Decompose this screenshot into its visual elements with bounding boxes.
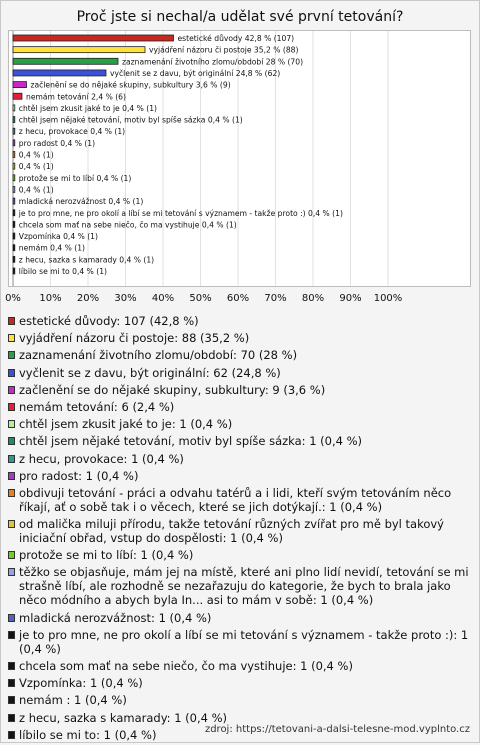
bar-data-label: z hecu, provokace 0,4 % (1)	[18, 127, 126, 137]
x-tick-label: 10%	[39, 293, 62, 304]
legend-swatch	[8, 568, 15, 576]
legend-label: vyčlenit se z davu, být originální: 62 (24,8 %)	[19, 365, 281, 380]
bar-data-label: je to pro mne, ne pro okolí a líbí se mi tetování s významem - takže proto :) 0,4 % (1)	[18, 208, 343, 218]
x-tick-label: 20%	[76, 293, 100, 304]
legend-swatch	[8, 614, 15, 622]
legend-swatch	[8, 631, 15, 639]
source-credit: zdroj: https://tetovani-a-dalsi-telesne-mod.vyplnto.cz	[204, 724, 470, 735]
bar-data-label: z hecu, sazka s kamarady 0,4 % (1)	[18, 255, 155, 265]
bar	[13, 82, 27, 88]
legend-label: estetické důvody: 107 (42,8 %)	[19, 314, 199, 328]
bar	[13, 105, 15, 111]
legend-swatch	[8, 369, 15, 377]
bar	[13, 140, 15, 146]
legend-swatch	[8, 455, 15, 463]
bar-data-label: chcela som mať na sebe niečo, čo ma vystihuje 0,4 % (1)	[18, 220, 237, 230]
legend-item	[8, 417, 474, 431]
legend-label: začlenění se do nějaké skupiny, subkultury: 9 (3,6 %)	[19, 382, 326, 397]
bar-data-label: vyčlenit se z davu, být originální 24,8 % (62)	[110, 68, 281, 78]
legend-swatch	[8, 351, 15, 359]
bar-data-label: mladická nerozvážnost 0,4 % (1)	[18, 197, 144, 207]
x-tick-label: 70%	[264, 293, 287, 304]
legend-swatch	[8, 520, 15, 528]
bar-data-label: líbilo se mi to 0,4 % (1)	[18, 267, 108, 276]
bar	[13, 256, 15, 262]
bar-data-label: začlenění se do nějaké skupiny, subkultury 3,6 % (9)	[30, 80, 231, 90]
legend-swatch	[8, 386, 15, 394]
bar-data-label: vyjádření názoru či postoje 35,2 % (88)	[149, 45, 299, 55]
legend-label: líbilo se mi to: 1 (0,4 %)	[19, 727, 157, 742]
legend-swatch	[8, 317, 15, 325]
legend-item	[8, 659, 474, 673]
legend-swatch	[8, 334, 15, 342]
bar	[13, 47, 145, 53]
x-tick-label: 60%	[226, 293, 250, 304]
legend-item	[8, 548, 474, 562]
legend-label: mladická nerozvážnost: 1 (0,4 %)	[19, 610, 212, 625]
legend-item	[8, 331, 474, 345]
legend-label: chtěl jsem nějaké tetování, motiv byl spíše sázka: 1 (0,4 %)	[19, 434, 363, 449]
legend-item	[8, 400, 474, 414]
bar-data-label: chtěl jsem zkusit jaké to je 0,4 % (1)	[18, 103, 158, 113]
bar	[13, 210, 15, 216]
legend-item	[8, 611, 474, 625]
legend-swatch	[8, 437, 15, 445]
bar	[13, 117, 15, 123]
legend-label: z hecu, provokace: 1 (0,4 %)	[19, 451, 184, 466]
legend-item	[8, 676, 474, 690]
bar	[13, 268, 15, 274]
bar	[13, 186, 15, 192]
legend-item	[8, 452, 474, 466]
bar	[13, 93, 22, 99]
legend-label: zaznamenání životního zlomu/období: 70 (28 %)	[19, 348, 298, 363]
legend-label: je to pro mne, ne pro okolí a líbí se mi tetování s významem - takže proto :): 1 (0,4 %)	[19, 627, 469, 656]
bar	[13, 152, 15, 158]
bar	[13, 175, 15, 181]
bar	[13, 35, 174, 41]
legend-item	[8, 628, 474, 656]
x-tick-label: 0%	[5, 293, 21, 304]
legend-swatch	[8, 679, 15, 687]
chart-title: Proč jste si nechal/a udělat své první tetování?	[76, 9, 404, 25]
legend-label: chtěl jsem zkusit jaké to je: 1 (0,4 %)	[19, 417, 233, 432]
bar	[13, 233, 15, 239]
legend-item	[8, 486, 474, 514]
bar	[13, 58, 118, 64]
legend-swatch	[8, 551, 15, 559]
legend-label: obdivuji tetování - práci a odvahu tatérů a i lidi, kteří svým tetováním něco říkají, ať o sobě tak i o věcech, které se jich dotýkají.: 1 (0,4 %)	[19, 485, 452, 514]
legend-swatch	[8, 403, 15, 411]
legend-label: protože se mi to líbí: 1 (0,4 %)	[19, 548, 194, 563]
legend	[8, 314, 474, 745]
legend-label: chcela som mať na sebe niečo, čo ma vystihuje: 1 (0,4 %)	[19, 659, 353, 673]
legend-swatch	[8, 696, 15, 704]
x-tick-label: 50%	[189, 293, 212, 304]
legend-swatch	[8, 731, 15, 739]
x-tick-label: 100%	[373, 293, 403, 304]
bar	[13, 128, 15, 134]
bar-data-label: Vzpomínka 0,4 % (1)	[18, 232, 98, 242]
bar	[13, 70, 106, 76]
bar	[13, 198, 15, 204]
bar-data-label: estetické důvody 42,8 % (107)	[177, 34, 295, 43]
bar-data-label: protože se mi to líbí 0,4 % (1)	[18, 173, 132, 183]
legend-label: pro radost: 1 (0,4 %)	[19, 468, 139, 483]
legend-label: od malička miluji přírodu, takže tetování různých zvířat pro mě byl takový iniciační obřad, vstup do dospělosti: 1 (0,4 %)	[19, 517, 444, 546]
bar	[13, 163, 15, 169]
legend-item	[8, 434, 474, 448]
legend-item	[8, 469, 474, 483]
legend-item	[8, 693, 474, 707]
bar-data-label: pro radost 0,4 % (1)	[18, 138, 96, 148]
legend-label: Vzpomínka: 1 (0,4 %)	[19, 676, 143, 691]
bar-data-label: nemám 0,4 % (1)	[18, 243, 86, 253]
legend-swatch	[8, 489, 15, 497]
legend-item	[8, 565, 474, 607]
legend-item	[8, 711, 474, 725]
bar-chart-svg	[9, 31, 470, 286]
legend-swatch	[8, 472, 15, 480]
legend-swatch	[8, 662, 15, 670]
legend-item	[8, 383, 474, 397]
legend-item	[8, 517, 474, 545]
x-tick-label: 80%	[301, 293, 325, 304]
bar-data-label: 0,4 % (1)	[18, 185, 54, 195]
legend-item	[8, 366, 474, 380]
bar-data-label: zaznamenání životního zlomu/období 28 % (70)	[122, 57, 304, 67]
legend-label: těžko se objasňuje, mám jej na místě, které ani plno lidí nevidí, tetování se mi strašně líbí, ale rozhodně se nezařazuju do kategorie, že bych to brala jako něco módního a abych byla In... asi to mám v sobě: 1 (0,4 %)	[19, 565, 469, 608]
legend-swatch	[8, 420, 15, 428]
bar-data-label: nemám tetování 2,4 % (6)	[26, 92, 126, 102]
legend-label: nemám : 1 (0,4 %)	[19, 693, 127, 708]
bar-data-label: 0,4 % (1)	[18, 162, 54, 172]
legend-label: vyjádření názoru či postoje: 88 (35,2 %)	[19, 331, 250, 346]
x-tick-label: 30%	[114, 293, 137, 304]
bar-data-label: 0,4 % (1)	[18, 150, 54, 160]
x-tick-label: 90%	[339, 293, 362, 304]
legend-swatch	[8, 714, 15, 722]
legend-item	[8, 348, 474, 362]
plot-area	[8, 30, 471, 287]
legend-item	[8, 314, 474, 328]
legend-label: nemám tetování: 6 (2,4 %)	[19, 399, 175, 414]
bar	[13, 221, 15, 227]
bar-data-label: chtěl jsem nějaké tetování, motiv byl spíše sázka 0,4 % (1)	[18, 115, 243, 125]
legend-label: z hecu, sazka s kamarady: 1 (0,4 %)	[19, 710, 228, 725]
bar	[13, 245, 15, 251]
x-tick-label: 40%	[151, 293, 175, 304]
